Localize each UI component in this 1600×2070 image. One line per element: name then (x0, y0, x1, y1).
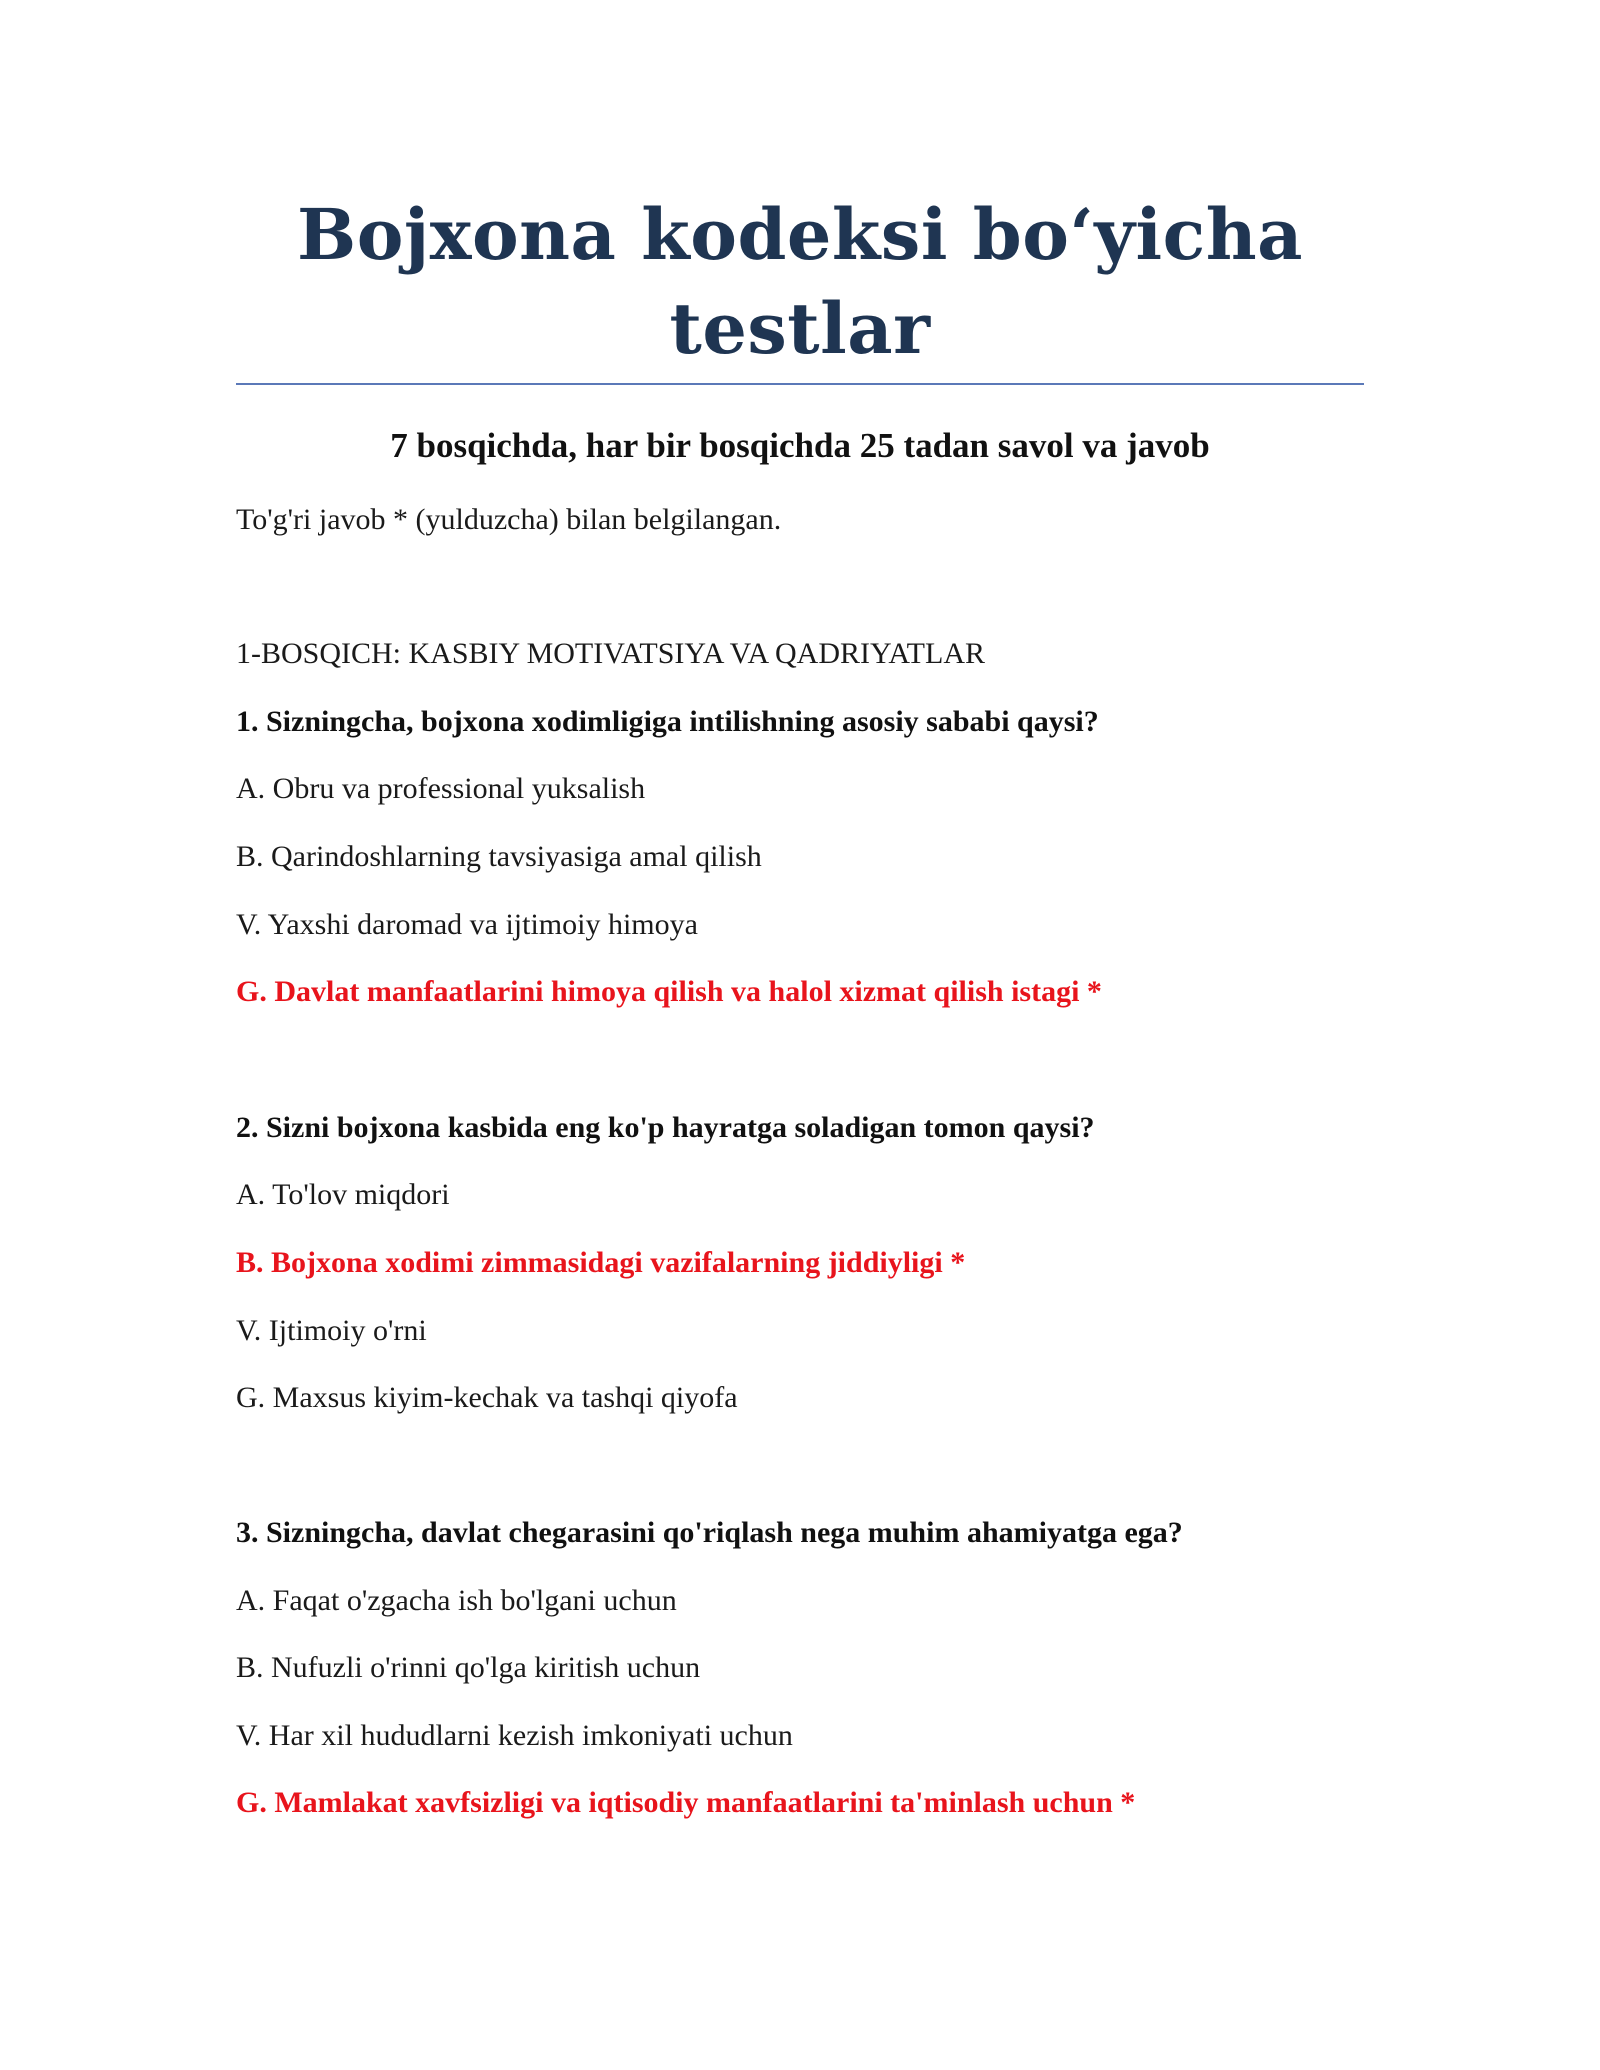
question-2: 2. Sizni bojxona kasbida eng ko'p hayratga soladigan tomon qaysi? (236, 1111, 1095, 1144)
question-2-option-a: A. To'lov miqdori (236, 1178, 450, 1211)
question-3: 3. Sizningcha, davlat chegarasini qo'riqlash nega muhim ahamiyatga ega? (236, 1516, 1183, 1549)
question-2-option-b-correct: B. Bojxona xodimi zimmasidagi vazifalarning jiddiyligi * (236, 1246, 966, 1279)
answer-key-note: To'g'ri javob * (yulduzcha) bilan belgilangan. (236, 503, 782, 536)
title-divider (236, 383, 1364, 385)
question-3-option-a: A. Faqat o'zgacha ish bo'lgani uchun (236, 1584, 677, 1617)
question-3-option-g-correct: G. Mamlakat xavfsizligi va iqtisodiy manfaatlarini ta'minlash uchun * (236, 1786, 1136, 1819)
question-1-option-g-correct: G. Davlat manfaatlarini himoya qilish va halol xizmat qilish istagi * (236, 975, 1102, 1008)
question-3-option-b: B. Nufuzli o'rinni qo'lga kiritish uchun (236, 1651, 701, 1684)
question-1: 1. Sizningcha, bojxona xodimligiga intilishning asosiy sababi qaysi? (236, 705, 1099, 738)
question-1-option-a: A. Obru va professional yuksalish (236, 772, 646, 805)
question-1-option-b: B. Qarindoshlarning tavsiyasiga amal qilish (236, 840, 762, 873)
question-3-option-v: V. Har xil hududlarni kezish imkoniyati uchun (236, 1719, 793, 1752)
question-2-option-v: V. Ijtimoiy o'rni (236, 1314, 427, 1347)
document-title: Bojxona kodeksi bo‘yicha testlar (297, 193, 1303, 370)
question-2-option-g: G. Maxsus kiyim-kechak va tashqi qiyofa (236, 1381, 738, 1414)
question-1-option-v: V. Yaxshi daromad va ijtimoiy himoya (236, 908, 698, 941)
section-heading: 1-BOSQICH: KASBIY MOTIVATSIYA VA QADRIYATLAR (236, 637, 985, 670)
document-subtitle: 7 bosqichda, har bir bosqichda 25 tadan savol va javob (390, 426, 1210, 465)
